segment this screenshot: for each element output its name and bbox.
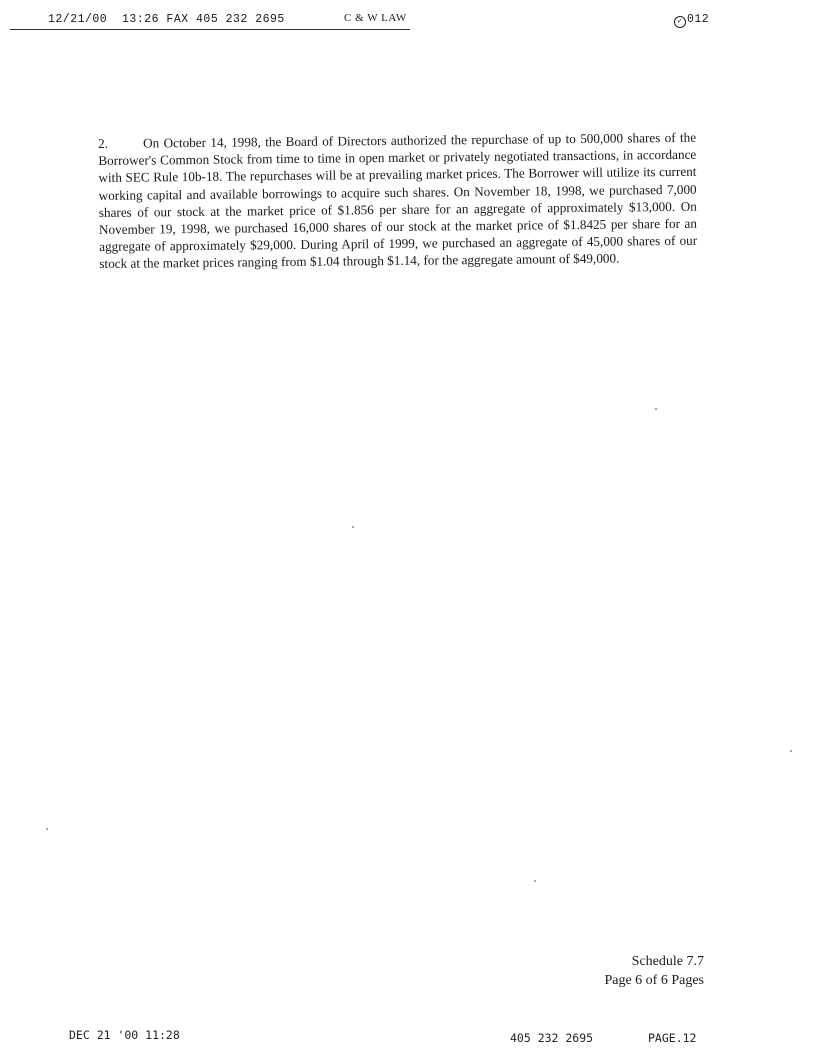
scan-speck xyxy=(790,750,792,752)
scan-speck xyxy=(46,828,48,830)
fax-header-page xyxy=(674,13,709,27)
schedule-page: Page 6 of 6 Pages xyxy=(604,973,704,988)
schedule-title: Schedule 7.7 xyxy=(631,954,704,969)
scan-speck xyxy=(352,526,354,528)
paragraph-text: On October 14, 1998, the Board of Directors authorized the repurchase of up to 500,000 shares of the Borrower's Common Stock from time to time in open market or privately negotiated transactions, in accordance with SEC Rule 10b-18. The repurchases will be at prevailing market prices. The Borrower will utilize its current working capital and available borrowings to acquire such shares. On November 18, 1998, we purchased 7,000 shares of our stock at the market price of $1.856 per share for an aggregate of approximately $13,000. On November 19, 1998, we purchased 16,000 shares of our stock at the market price of $1.8425 per share for an aggregate of approximately $29,000. During April of 1999, we purchased an aggregate of 45,000 shares of our stock at the market prices ranging from $1.04 through $1.14, for the aggregate amount of $49,000. xyxy=(98,129,698,272)
document-paragraph xyxy=(98,129,697,273)
fax-footer-page: PAGE.12 xyxy=(648,1031,697,1045)
scan-speck xyxy=(655,408,657,410)
fax-footer-phone: 405 232 2695 xyxy=(510,1031,594,1045)
schedule-reference xyxy=(560,952,704,990)
fax-header-page-code: 012 xyxy=(687,13,710,26)
header-rule xyxy=(10,29,410,30)
paragraph-number: 2. xyxy=(98,135,109,151)
fax-header-timestamp: 12/21/00 13:26 FAX 405 232 2695 xyxy=(48,13,285,26)
scan-speck xyxy=(534,880,536,882)
fax-header-sender: C & W LAW xyxy=(344,12,407,24)
fax-header xyxy=(0,10,816,34)
fax-page-icon: ✓ xyxy=(674,16,686,28)
fax-footer-date: DEC 21 '00 11:28 xyxy=(69,1028,180,1042)
fax-footer xyxy=(0,1028,816,1046)
